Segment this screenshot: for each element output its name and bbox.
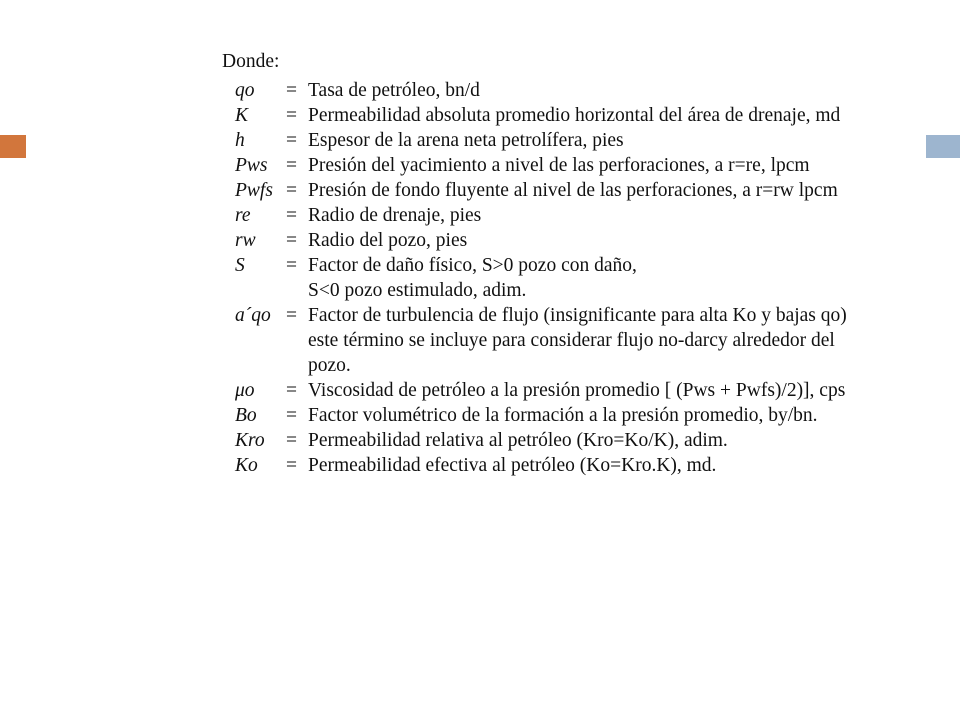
- definition-symbol: rw: [235, 230, 256, 251]
- definition-row: [222, 228, 882, 253]
- definition-equals-sign: =: [286, 405, 297, 426]
- definition-equals-sign: =: [286, 380, 297, 401]
- definition-equals-sign: =: [286, 205, 297, 226]
- definition-line: Permeabilidad efectiva al petróleo (Ko=Kro.K), md.: [308, 455, 717, 476]
- definition-line: Presión del yacimiento a nivel de las perforaciones, a r=re, lpcm: [308, 155, 810, 176]
- definition-equals-sign: =: [286, 130, 297, 151]
- definition-line: Espesor de la arena neta petrolífera, pies: [308, 130, 624, 151]
- definition-line: Radio de drenaje, pies: [308, 205, 482, 226]
- definition-line: Radio del pozo, pies: [308, 230, 468, 251]
- definition-line: S<0 pozo estimulado, adim.: [308, 280, 527, 301]
- definition-equals-sign: =: [286, 230, 297, 251]
- definition-line: Factor volumétrico de la formación a la presión promedio, by/bn.: [308, 405, 818, 426]
- definition-row: [222, 378, 882, 403]
- definition-row: [222, 178, 882, 203]
- definition-row: [222, 103, 882, 128]
- definition-text: [308, 128, 882, 153]
- definition-symbol: re: [235, 205, 251, 226]
- definition-text: [308, 303, 882, 378]
- definition-line: pozo.: [308, 355, 351, 376]
- definition-equals-sign: =: [286, 430, 297, 451]
- definition-row: [222, 203, 882, 228]
- definition-symbol: K: [235, 105, 249, 126]
- definition-symbol: Kro: [235, 430, 265, 451]
- definitions-list: [222, 78, 882, 478]
- definition-symbol: Bo: [235, 405, 257, 426]
- definition-row: [222, 78, 882, 103]
- definition-symbol: h: [235, 130, 245, 151]
- definition-symbol: μo: [235, 380, 255, 401]
- definition-equals-sign: =: [286, 255, 297, 276]
- definition-text: [308, 428, 882, 453]
- definition-text: [308, 103, 882, 128]
- definition-row: [222, 303, 882, 378]
- definition-line: Viscosidad de petróleo a la presión promedio [ (Pws + Pwfs)/2)], cps: [308, 380, 846, 401]
- definition-symbol: Pws: [235, 155, 268, 176]
- definition-row: [222, 403, 882, 428]
- definition-text: [308, 403, 882, 428]
- definition-text: [308, 78, 882, 103]
- definition-equals-sign: =: [286, 180, 297, 201]
- definition-text: [308, 453, 882, 478]
- definition-line: este término se incluye para considerar flujo no-darcy alrededor del: [308, 330, 835, 351]
- document-heading: Donde:: [222, 51, 280, 72]
- definition-equals-sign: =: [286, 305, 297, 326]
- definition-line: Permeabilidad relativa al petróleo (Kro=Ko/K), adim.: [308, 430, 728, 451]
- definition-text: [308, 178, 882, 203]
- definition-symbol: qo: [235, 80, 255, 101]
- definition-line: Factor de turbulencia de flujo (insignificante para alta Ko y bajas qo): [308, 305, 847, 326]
- definition-row: [222, 453, 882, 478]
- definition-symbol: S: [235, 255, 245, 276]
- definition-row: [222, 128, 882, 153]
- definition-row: [222, 428, 882, 453]
- definition-symbol: Ko: [235, 455, 258, 476]
- definition-equals-sign: =: [286, 155, 297, 176]
- definition-equals-sign: =: [286, 455, 297, 476]
- definition-text: [308, 253, 882, 303]
- slide-accent-left: [0, 135, 26, 158]
- definition-line: Factor de daño físico, S>0 pozo con daño,: [308, 255, 637, 276]
- definitions-document: [222, 49, 882, 478]
- definition-row: [222, 253, 882, 303]
- definition-equals-sign: =: [286, 105, 297, 126]
- definition-line: Tasa de petróleo, bn/d: [308, 80, 480, 101]
- definition-row: [222, 153, 882, 178]
- definition-symbol: Pwfs: [235, 180, 273, 201]
- definition-text: [308, 153, 882, 178]
- definition-line: Permeabilidad absoluta promedio horizontal del área de drenaje, md: [308, 105, 841, 126]
- definition-text: [308, 378, 882, 403]
- slide-accent-right: [926, 135, 960, 158]
- definition-equals-sign: =: [286, 80, 297, 101]
- definition-text: [308, 228, 882, 253]
- definition-symbol: a´qo: [235, 305, 271, 326]
- definition-text: [308, 203, 882, 228]
- definition-line: Presión de fondo fluyente al nivel de las perforaciones, a r=rw lpcm: [308, 180, 838, 201]
